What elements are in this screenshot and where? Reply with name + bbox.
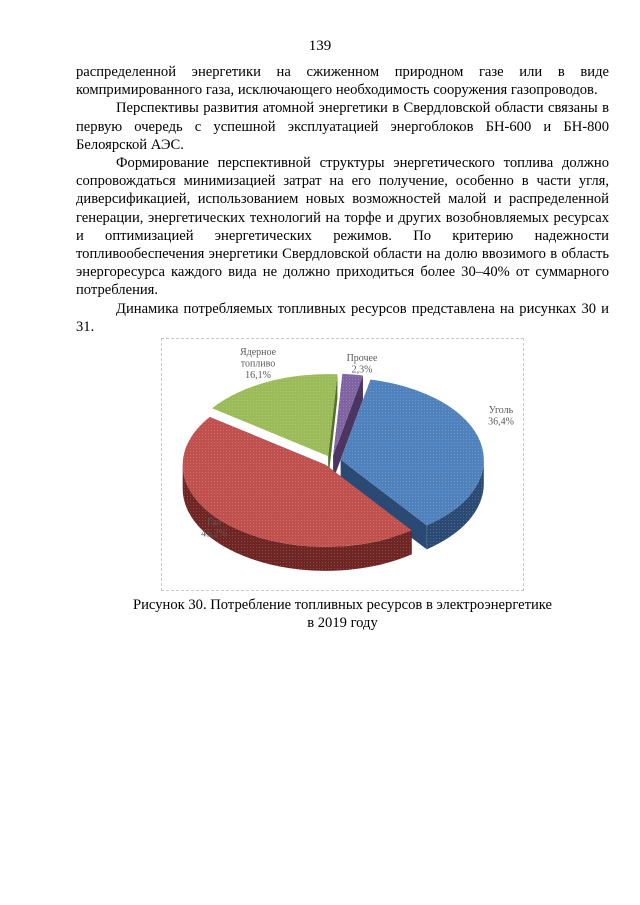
pie-label-line-1-1: 45,2% — [201, 528, 227, 540]
body-text — [76, 63, 609, 336]
pie-label-line-2-0: Ядерное — [239, 347, 277, 358]
caption-line-2: в 2019 году — [307, 615, 378, 632]
caption-line-1: Рисунок 30. Потребление топливных ресурсов в электроэнергетике — [133, 597, 552, 613]
pie-label-line-1-0: Газ — [207, 517, 221, 528]
pie-label-3 — [347, 353, 378, 376]
pie-label-2 — [240, 347, 277, 381]
pie-label-line-0-0: Уголь — [488, 405, 514, 416]
pie-label-line-3-1: 2,3% — [351, 364, 373, 376]
pie-label-line-2-2: 16,1% — [245, 370, 271, 381]
paragraph-3: Формирование перспективной структуры энергетического топлива должно сопровождаться минимизацией затрат на его получение, особенно в части угля, диверсификацией, использованием новых возможностей малой и распределенной генерации, энергетических технологий на торфе и других возобновляемых ресурсах и оптимизацией энергетических режимов. По критерию надежности топливообеспечения энергетики Свердловской области на долю ввозимого в область энергоресурса каждого вида не должно приходиться более 30–40% от суммарного потребления. — [76, 155, 609, 299]
pie-chart — [162, 339, 523, 590]
pie-label-line-3-0: Прочее — [346, 353, 378, 364]
paragraph-4: Динамика потребляемых топливных ресурсов представлена на рисунках 30 и 31. — [76, 300, 609, 335]
figure-caption — [76, 596, 609, 632]
page-number: 139 — [308, 38, 332, 54]
pie-label-line-0-1: 36,4% — [488, 416, 514, 428]
pie-label-line-2-1: топливо — [240, 358, 276, 370]
paragraph-1: распределенной энергетики на сжиженном природном газе или в виде компримированного газа, исключающего необходимость сооружения газопроводов. — [76, 64, 609, 99]
pie-label-0 — [488, 405, 514, 428]
figure-30 — [161, 338, 524, 591]
paragraph-2: Перспективы развития атомной энергетики в Свердловской области связаны в первую очередь с успешной эксплуатацией энергоблоков БН-600 и БН-800 Белоярской АЭС. — [76, 100, 609, 153]
